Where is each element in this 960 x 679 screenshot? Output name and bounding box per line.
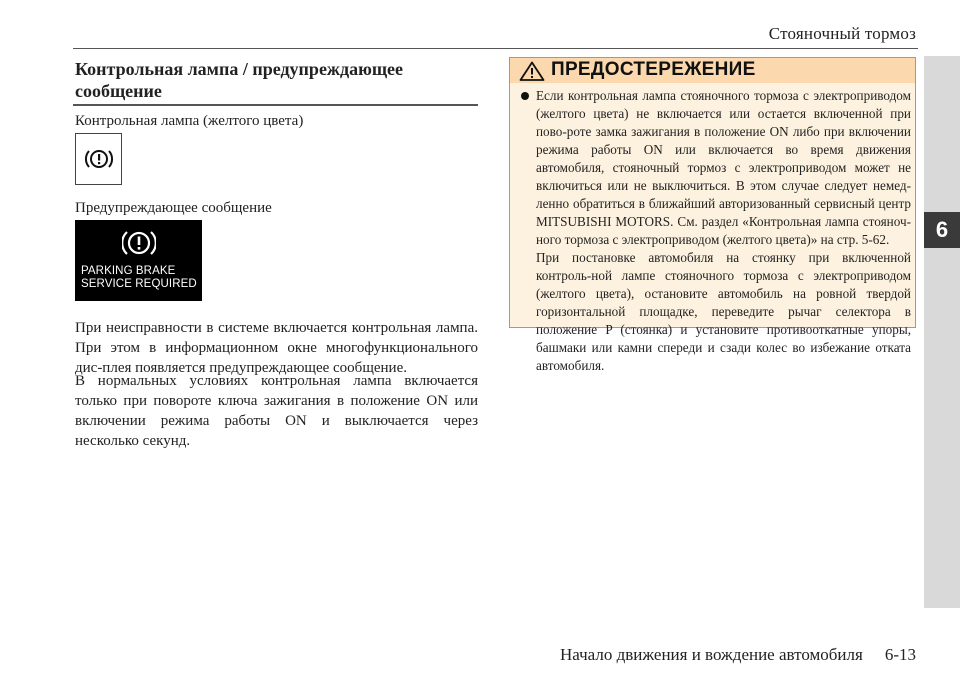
parking-brake-warning-icon <box>122 226 156 260</box>
chapter-side-tab <box>924 56 960 608</box>
warning-header <box>510 58 915 83</box>
warning-triangle-icon <box>519 61 545 81</box>
parking-brake-warning-icon <box>82 147 116 171</box>
footer-chapter: Начало движения и вождение автомобиля <box>559 645 863 664</box>
warning-text-2: При постановке автомобиля на стоянку при включенной контроль-ной лампе стояночного тормоза с электроприводом (желтого цвета), остановите автомобиль на ровной твердой горизонтальной площадке, переведите рычаг селектора в положение P (стоянка) и установите противооткатные упоры, башмаки или камни спереди и сзади колес во избежание отката автомобиля. <box>536 250 911 373</box>
lamp-caption: Контрольная лампа (желтого цвета) <box>75 113 304 129</box>
page-header-title: Стояночный тормоз <box>768 24 916 43</box>
paragraph-malfunction: При неисправности в системе включается контрольная лампа. При этом в информационном окне многофункционального дис-плея появляется предупреждающее сообщение. <box>75 320 478 376</box>
display-message-box <box>75 220 202 301</box>
section-heading: Контрольная лампа / предупреждающее сообщение <box>75 59 404 101</box>
message-caption: Предупреждающее сообщение <box>75 200 272 216</box>
bullet-icon <box>521 92 529 100</box>
warning-title: ПРЕДОСТЕРЕЖЕНИЕ <box>551 59 756 80</box>
header-divider <box>73 48 918 49</box>
section-divider <box>73 104 478 106</box>
message-line-2: SERVICE REQUIRED <box>81 278 197 290</box>
chapter-number-tab: 6 <box>924 212 960 248</box>
page-number: 6-13 <box>884 645 916 664</box>
paragraph-normal-operation: В нормальных условиях контрольная лампа включается только при повороте ключа зажигания в положение ON или включении режима работы ON и выключается через несколько секунд. <box>75 373 478 449</box>
message-line-1: PARKING BRAKE <box>81 265 176 277</box>
page-footer <box>560 645 916 665</box>
indicator-lamp-box <box>75 133 122 185</box>
warning-list-item <box>519 87 911 375</box>
warning-body <box>519 87 911 375</box>
warning-text-1: Если контрольная лампа стояночного тормоза с электроприводом (желтого цвета) не включается или остается включенной при пово-роте замка зажигания в положение ON либо при включении режима работы ON или включается во время движения автомобиля, стояночный тормоз с электроприводом может не включиться или не выключиться. В этом случае следует немед-ленно обратиться в ближайший авторизованный сервисный центр MITSUBISHI MOTORS. См. раздел «Контрольная лампа стояноч-ного тормоза с электроприводом (желтого цвета)» на стр. 5-62. <box>536 88 911 247</box>
warning-box <box>509 57 916 373</box>
